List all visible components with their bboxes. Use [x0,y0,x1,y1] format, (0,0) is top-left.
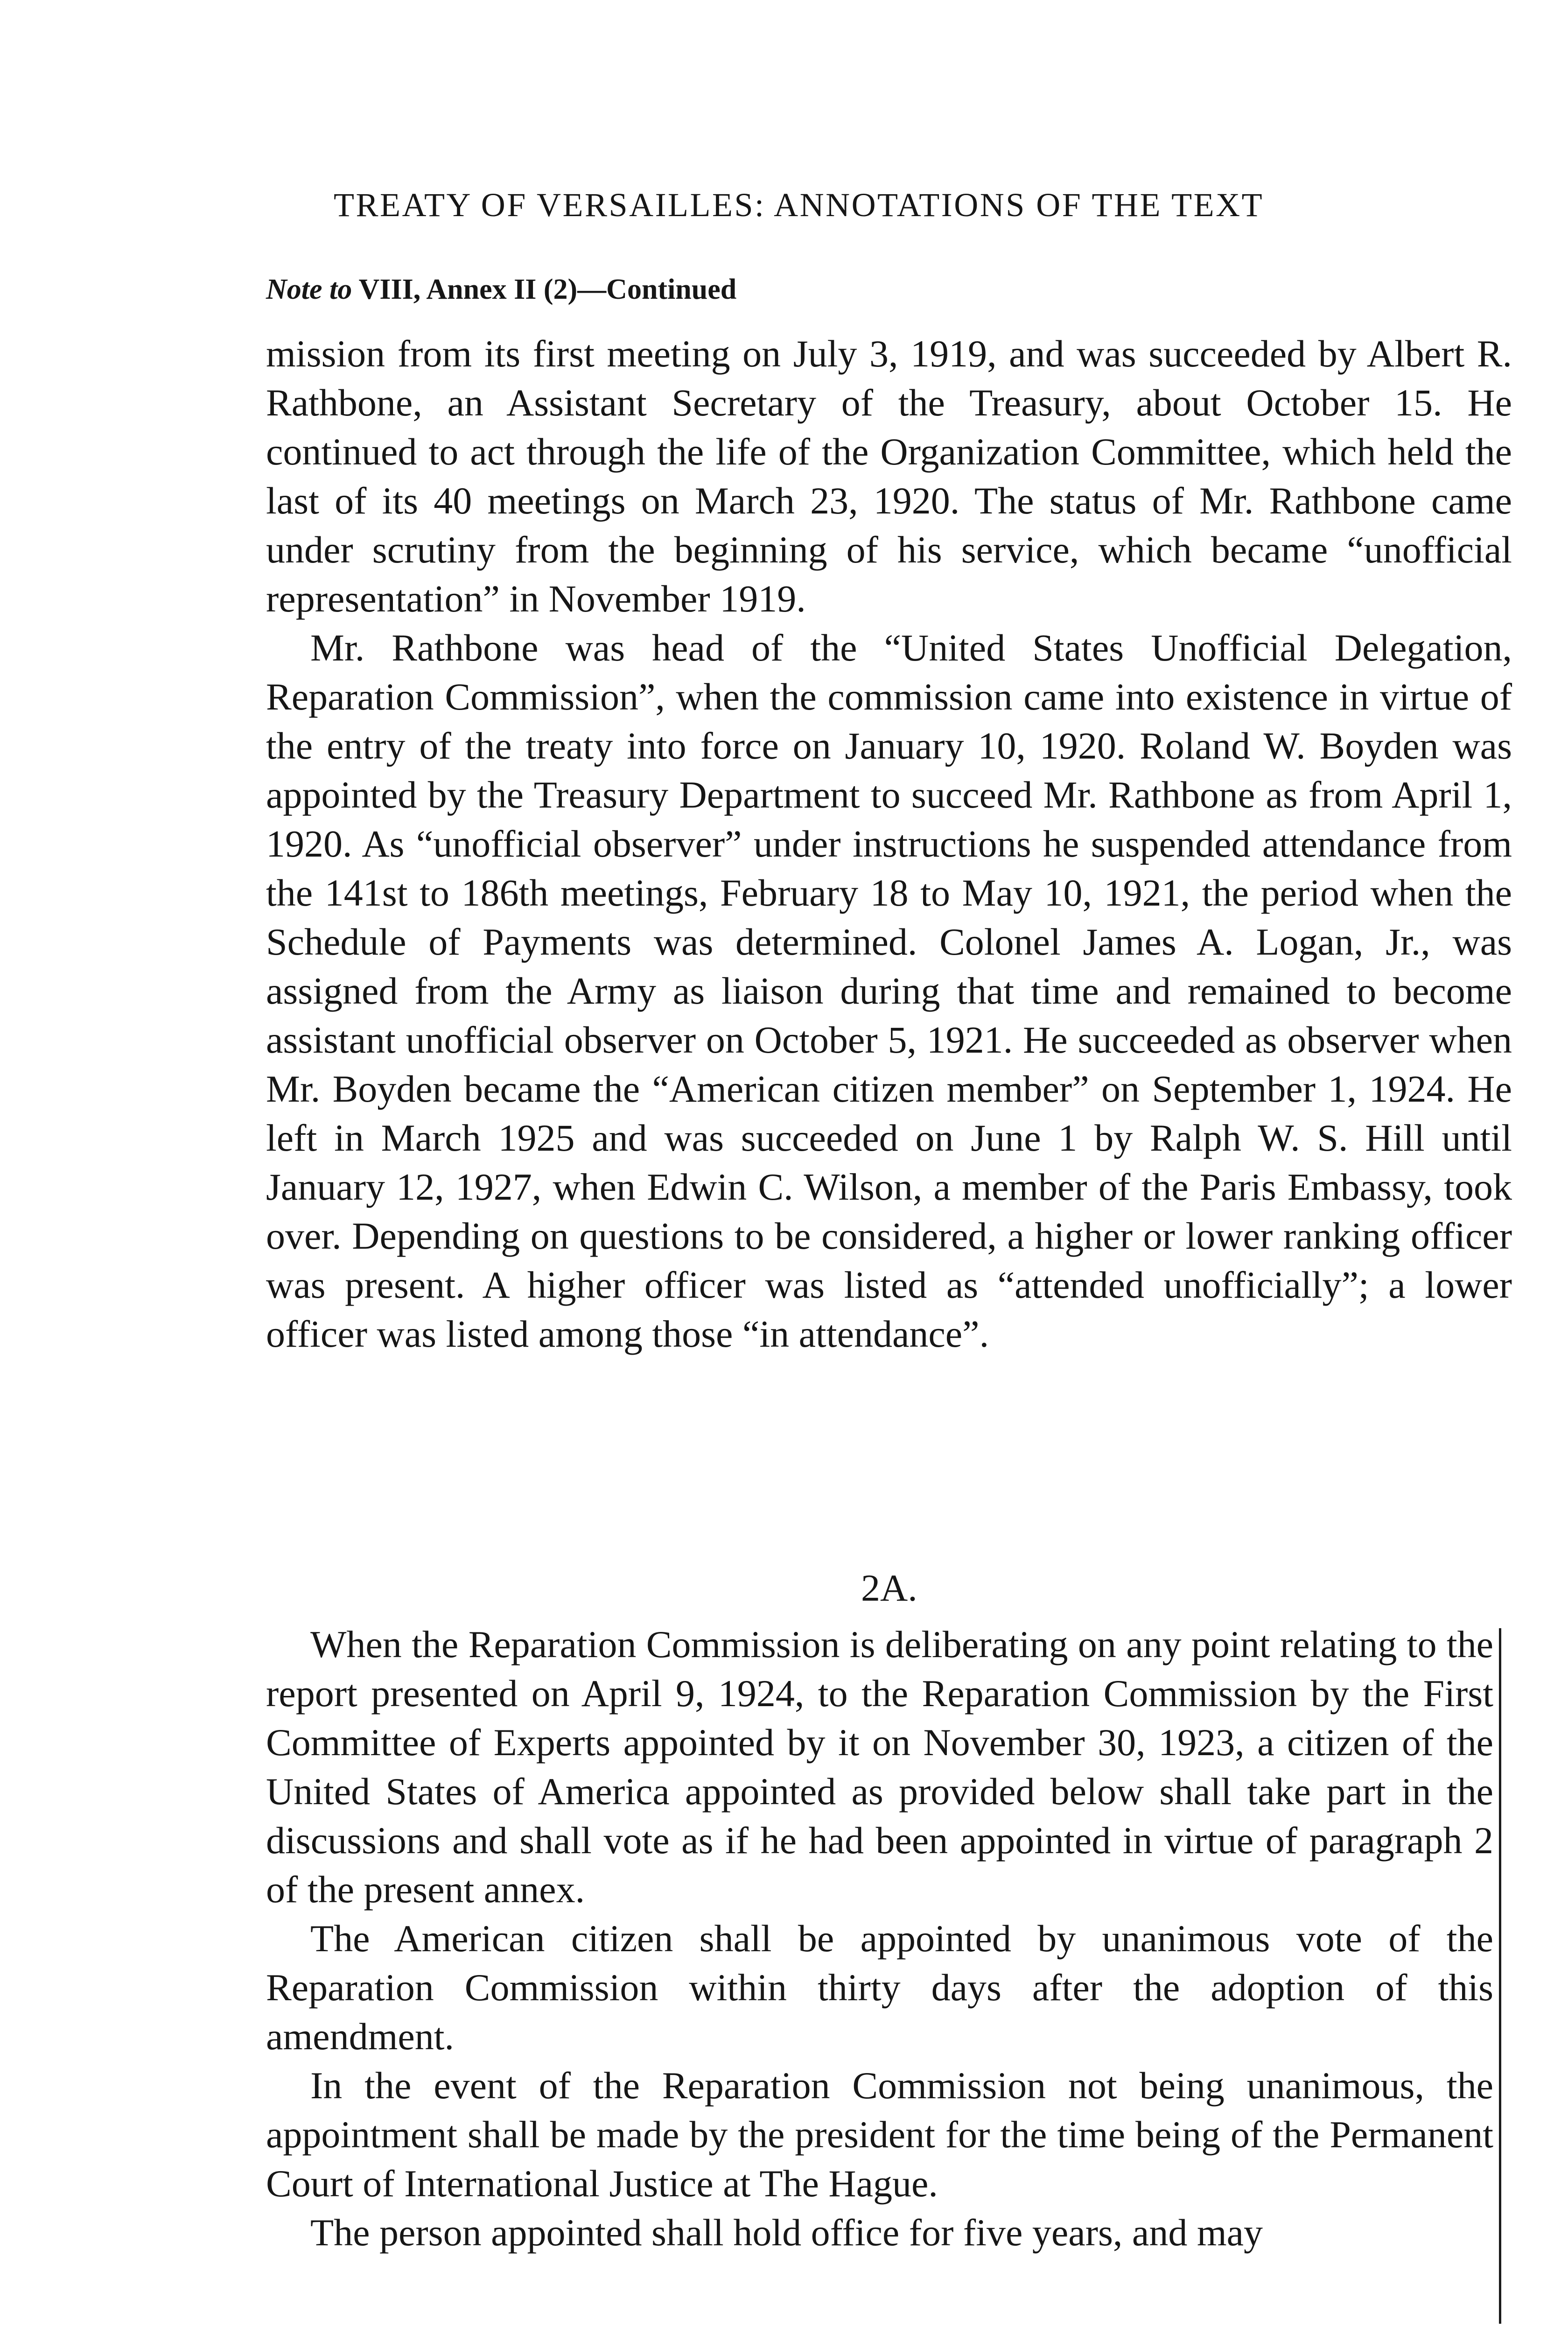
section-title: 2A. [861,1567,917,1609]
amendment-paragraph-4: The person appointed shall hold office for five years, and may [310,2211,1263,2254]
running-head: TREATY OF VERSAILLES: ANNOTATIONS OF THE TEXT [334,186,1264,224]
note-heading [266,273,736,306]
body-paragraph-2: Mr. Rathbone was head of the “United States Unofficial Delegation, Reparation Commission”, when the commission came into existence in virtue of the entry of the treaty into force on January 10, 1920. Roland W. Boyden was appointed by the Treasury Department to succeed Mr. Rathbone as from April 1, 1920. As “unofficial observer” under instructions he suspended attendance from the 141st to 186th meetings, February 18 to May 10, 1921, the period when the Schedule of Payments was determined. Colonel James A. Logan, Jr., was assigned from the Army as liaison during that time and remained to become assistant unofficial observer on October 5, 1921. He succeeded as observer when Mr. Boyden became the “American citizen member” on September 1, 1924. He left in March 1925 and was succeeded on June 1 by Ralph W. S. Hill until January 12, 1927, when Edwin C. Wilson, a member of the Paris Embassy, took over. Depending on questions to be considered, a higher or lower ranking officer was present. A higher officer was listed as “attended unofficially”; a lower officer was listed among those “in attendance”. [266,626,1512,1355]
note-heading-italic: Note to [266,274,352,305]
amendment-paragraph-2: The American citizen shall be appointed by unanimous vote of the Reparation Commission within thirty days after the adoption of this amendment. [266,1917,1493,2058]
amendment-text [266,1620,1493,2257]
amendment-paragraph-3: In the event of the Reparation Commission not being unanimous, the appointment shall be made by the president for the time being of the Permanent Court of International Justice at The Hague. [266,2064,1493,2205]
amendment-paragraph-1: When the Reparation Commission is deliberating on any point relating to the report presented on April 9, 1924, to the Reparation Commission by the First Committee of Experts appointed by it on November 30, 1923, a citizen of the United States of America appointed as provided below shall take part in the discussions and shall vote as if he had been appointed in virtue of paragraph 2 of the present annex. [266,1623,1493,1911]
note-heading-rest: VIII, Annex II (2)—Continued [352,274,737,305]
annotation-body [266,329,1512,1358]
amendment-margin-rule [1499,1628,1501,2324]
body-paragraph-1: mission from its first meeting on July 3, 1919, and was succeeded by Albert R. Rathbone, an Assistant Secretary of the Treasury, about October 15. He continued to act through the life of the Organization Committee, which held the last of its 40 meetings on March 23, 1920. The status of Mr. Rathbone came under scrutiny from the beginning of his service, which became “unofficial representation” in November 1919. [266,332,1512,620]
